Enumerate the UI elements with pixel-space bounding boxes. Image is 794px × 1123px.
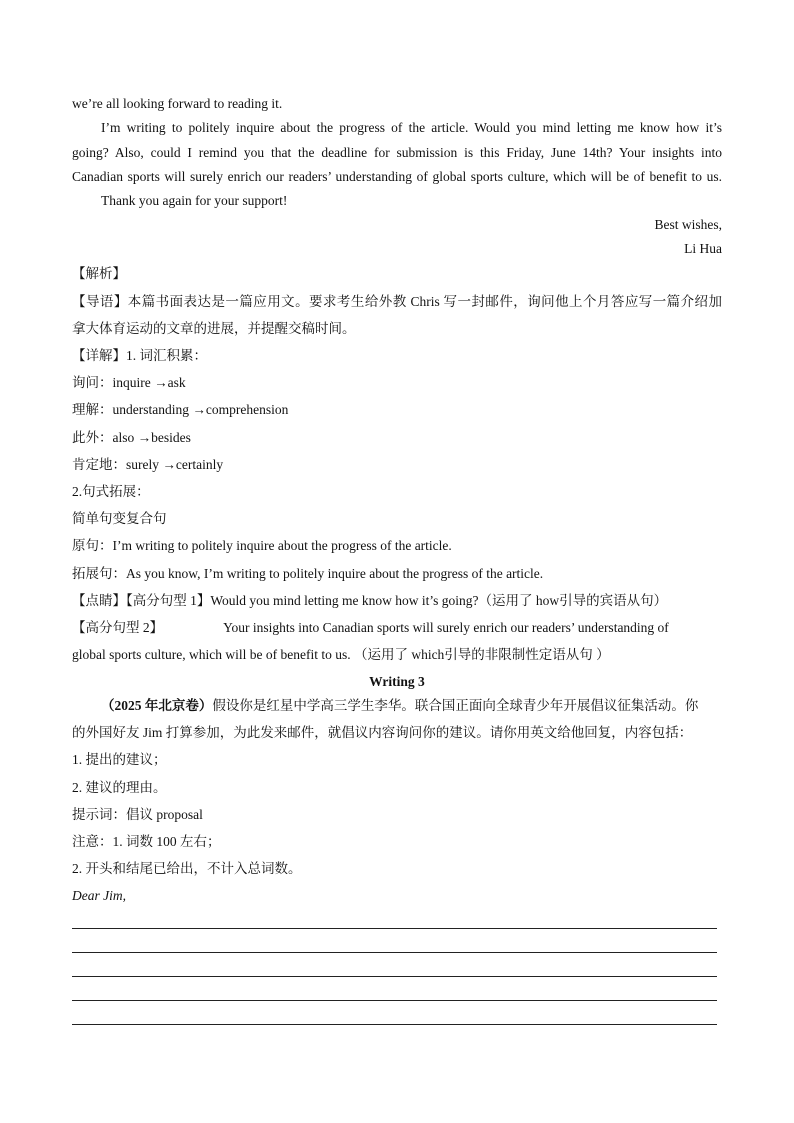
letter-paragraph-line: I’m writing to politely inquire about the progress of the article. Would you mind letting me know how it’s — [101, 120, 722, 135]
analysis-intro-line: 拿大体育运动的文章的进展，并提醒交稿时间。 — [72, 321, 356, 336]
vocab-item: 询问：inquire →ask — [72, 375, 186, 390]
key-point-2 — [72, 619, 669, 637]
analysis-heading: 【解析】 — [72, 266, 126, 281]
letter-line-1: we’re all looking forward to reading it. — [72, 96, 283, 111]
original-sentence: 原句：I’m writing to politely inquire about the progress of the article. — [72, 538, 452, 553]
answer-line[interactable] — [72, 1000, 717, 1001]
key-point-1: 【点睛】【高分句型 1】Would you mind letting me know how it’s going?（运用了 how引导的宾语从句） — [72, 593, 668, 608]
note-line: 注意：1. 词数 100 左右； — [72, 834, 221, 849]
answer-line[interactable] — [72, 976, 717, 977]
prompt-line-2: 的外国好友 Jim 打算参加，为此发来邮件，就倡议内容询问你的建议。请你用英文给他回复，内容包括： — [72, 725, 693, 740]
note-line: 2. 开头和结尾已给出，不计入总词数。 — [72, 861, 302, 876]
vocab-item: 理解：understanding →comprehension — [72, 402, 289, 417]
key-point-2-text: Your insights into Canadian sports will surely enrich our readers’ understanding of — [223, 620, 669, 635]
detail-heading: 【详解】1. 词汇积累： — [72, 348, 207, 363]
prompt-text: 假设你是红星中学高三学生李华。联合国正面向全球青少年开展倡议征集活动。你 — [212, 698, 699, 713]
key-point-2-label: 【高分句型 2】 — [72, 620, 164, 635]
letter-thanks: Thank you again for your support! — [101, 193, 288, 208]
sentence-sub: 简单句变复合句 — [72, 511, 167, 526]
sentence-heading: 2.句式拓展： — [72, 484, 150, 499]
salutation: Dear Jim, — [72, 888, 126, 903]
requirement-item: 2. 建议的理由。 — [72, 780, 167, 795]
key-point-2-continued: global sports culture, which will be of benefit to us. （运用了 which引导的非限制性定语从句 ） — [72, 647, 610, 662]
answer-line[interactable] — [72, 1024, 717, 1025]
vocab-item: 肯定地：surely →certainly — [72, 457, 224, 472]
letter-signature: Li Hua — [684, 241, 722, 256]
letter-closing: Best wishes, — [654, 217, 722, 232]
source-label: （2025 年北京卷） — [101, 698, 213, 713]
section-title: Writing 3 — [369, 674, 425, 689]
expanded-sentence: 拓展句：As you know, I’m writing to politely inquire about the progress of the article. — [72, 566, 544, 581]
vocab-item: 此外：also →besides — [72, 430, 191, 445]
letter-paragraph-line: going? Also, could I remind you that the deadline for submission is this Friday, June 14th? Your insights into — [72, 145, 722, 160]
prompt-line-1 — [101, 697, 722, 715]
hint-line: 提示词：倡议 proposal — [72, 807, 203, 822]
answer-line[interactable] — [72, 952, 717, 953]
requirement-item: 1. 提出的建议； — [72, 752, 167, 767]
analysis-intro-line: 【导语】本篇书面表达是一篇应用文。要求考生给外教 Chris 写一封邮件，询问他上个月答应写一篇介绍加 — [72, 294, 722, 309]
letter-paragraph-line: Canadian sports will surely enrich our readers’ understanding of global sports culture, which will be of benefit to us. — [72, 169, 722, 184]
answer-line[interactable] — [72, 928, 717, 929]
